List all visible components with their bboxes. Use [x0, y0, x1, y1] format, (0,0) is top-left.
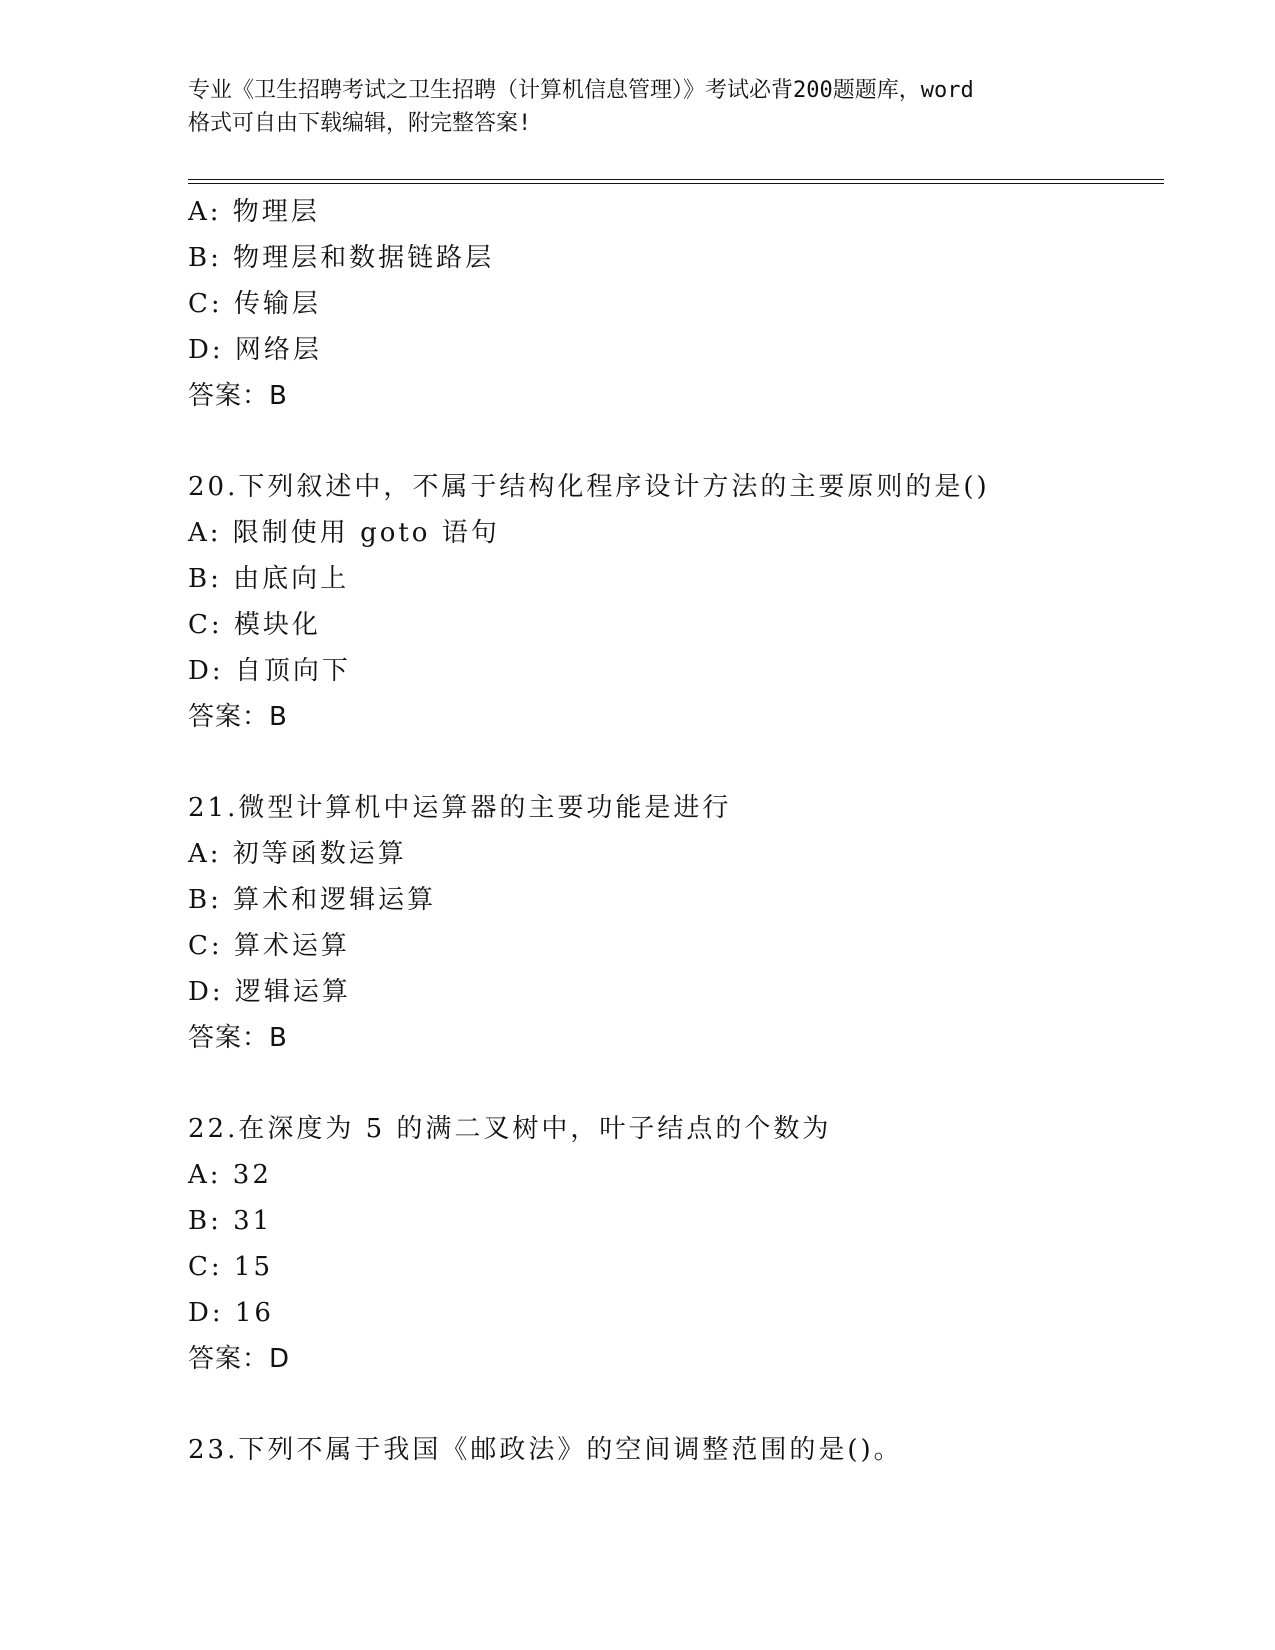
- option-b: B: 由底向上: [188, 564, 350, 594]
- question-21-block: [188, 785, 1168, 1061]
- option-d: D: 逻辑运算: [188, 977, 351, 1007]
- option-b: B: 物理层和数据链路层: [188, 243, 495, 273]
- option-c: C: 模块化: [188, 610, 321, 640]
- question-list: [188, 189, 1168, 1473]
- answer-line: 答案：B: [188, 1023, 288, 1053]
- option-d: D: 16: [188, 1298, 274, 1328]
- question-text: 21.微型计算机中运算器的主要功能是进行: [188, 793, 732, 823]
- option-c: C: 15: [188, 1252, 274, 1282]
- option-a: A: 物理层: [188, 197, 320, 227]
- question-text: 23.下列不属于我国《邮政法》的空间调整范围的是()。: [188, 1435, 903, 1465]
- question-spacer: [188, 740, 1168, 785]
- option-c: C: 传输层: [188, 289, 321, 319]
- option-d: D: 自顶向下: [188, 656, 351, 686]
- question-spacer: [188, 1061, 1168, 1106]
- header-divider-bottom: [188, 183, 1164, 184]
- header-line-1: 专业《卫生招聘考试之卫生招聘（计算机信息管理）》考试必背200题题库，word: [188, 78, 974, 103]
- option-b: B: 算术和逻辑运算: [188, 885, 437, 915]
- question-19-block: [188, 189, 1168, 419]
- option-a: A: 限制使用 goto 语句: [188, 518, 500, 548]
- option-a: A: 32: [188, 1160, 272, 1190]
- question-22-block: [188, 1106, 1168, 1382]
- header-divider-top: [188, 179, 1164, 180]
- question-spacer: [188, 419, 1168, 464]
- header-line-2: 格式可自由下载编辑，附完整答案!: [188, 111, 532, 136]
- option-d: D: 网络层: [188, 335, 322, 365]
- document-header: [188, 74, 1088, 140]
- option-a: A: 初等函数运算: [188, 839, 407, 869]
- question-text: 22.在深度为 5 的满二叉树中，叶子结点的个数为: [188, 1114, 832, 1144]
- answer-line: 答案：B: [188, 381, 288, 411]
- answer-line: 答案：B: [188, 702, 288, 732]
- option-b: B: 31: [188, 1206, 273, 1236]
- question-23-block: [188, 1427, 1168, 1473]
- question-text: 20.下列叙述中，不属于结构化程序设计方法的主要原则的是(): [188, 472, 990, 502]
- answer-line: 答案：D: [188, 1344, 291, 1374]
- option-c: C: 算术运算: [188, 931, 350, 961]
- question-20-block: [188, 464, 1168, 740]
- question-spacer: [188, 1382, 1168, 1427]
